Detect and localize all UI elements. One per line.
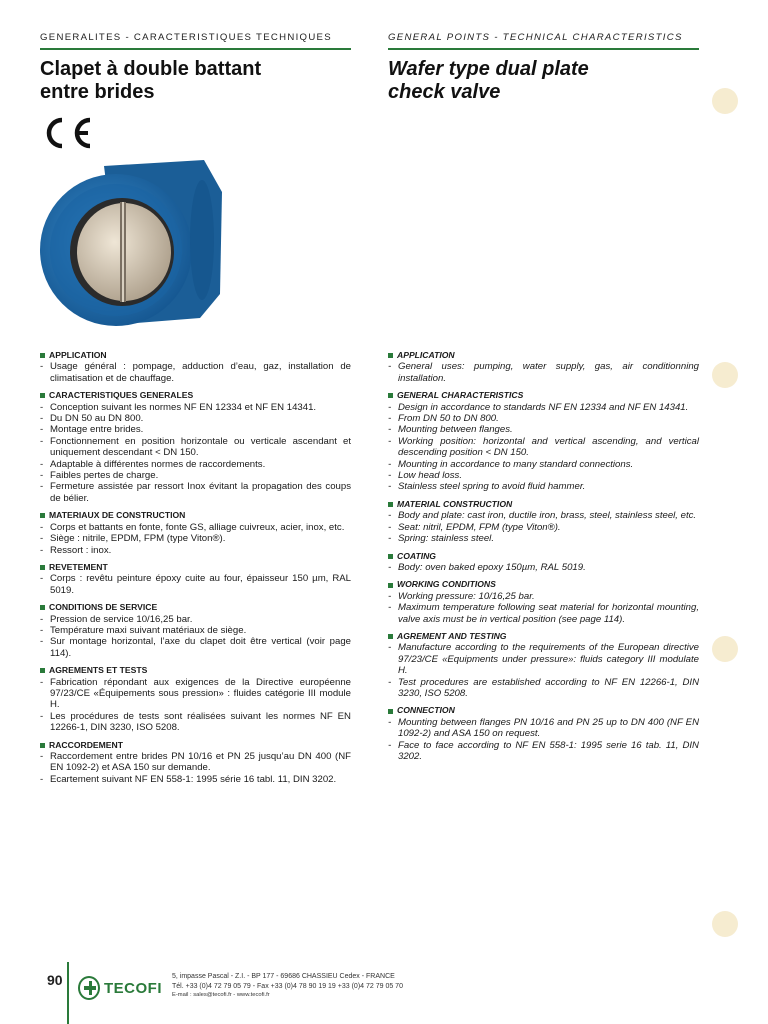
bullet-square-icon — [388, 554, 393, 559]
list-item-text: Faibles pertes de charge. — [50, 470, 159, 482]
list-dash: - — [40, 401, 44, 413]
section-heading — [40, 562, 351, 573]
list-item-text: Du DN 50 au DN 800. — [50, 413, 144, 425]
bullet-square-icon — [40, 668, 45, 673]
list-item — [388, 562, 699, 573]
list-dash: - — [40, 751, 44, 762]
list-dash: - — [40, 624, 44, 636]
list-item-text: Mounting between flanges PN 10/16 and PN 25 up to DN 400 (NF EN 1092-2) and ASA 150 on request. — [398, 716, 699, 740]
list-dash: - — [40, 676, 44, 688]
list-item — [40, 774, 351, 785]
list-item-text: Manufacture according to the requirements of the European directive 97/23/CE «Equipments under pressure»: fluids category III modulate H. — [398, 642, 699, 677]
list-dash: - — [388, 510, 392, 522]
list-item-text: Fermeture assistée par ressort Inox évitant la propagation des coups de bélier. — [50, 481, 351, 504]
section-heading-text: REVETEMENT — [49, 561, 108, 572]
title-en — [388, 58, 708, 104]
spec-section — [388, 579, 699, 625]
bullet-square-icon — [388, 709, 393, 714]
list-dash: - — [388, 481, 392, 493]
list-item — [388, 510, 699, 521]
list-dash: - — [388, 642, 392, 654]
list-item — [40, 459, 351, 470]
list-dash: - — [40, 458, 44, 470]
section-heading — [388, 631, 699, 642]
spec-section — [388, 631, 699, 699]
list-dash: - — [388, 521, 392, 533]
list-dash: - — [40, 636, 44, 648]
list-item — [388, 459, 699, 470]
title-en-line-2: check valve — [388, 81, 501, 103]
header-en: GENERAL POINTS - TECHNICAL CHARACTERISTICS — [388, 31, 699, 50]
list-dash: - — [40, 533, 44, 545]
spec-section — [40, 740, 351, 786]
spec-section — [388, 551, 699, 574]
list-item-text: Sur montage horizontal, l’axe du clapet doit être vertical (voir page 114). — [50, 636, 351, 659]
ce-mark-icon — [40, 114, 96, 152]
section-heading-text: APPLICATION — [49, 350, 107, 360]
section-heading — [40, 740, 351, 751]
section-heading-text: COATING — [397, 550, 436, 561]
tecofi-emblem-icon — [78, 976, 100, 1000]
spec-section — [40, 350, 351, 384]
list-dash: - — [40, 573, 44, 585]
bullet-square-icon — [388, 634, 393, 639]
margin-dot — [712, 88, 738, 114]
spec-section — [40, 562, 351, 596]
spec-section — [388, 350, 699, 384]
list-item — [388, 424, 699, 435]
list-item — [388, 533, 699, 544]
list-dash: - — [388, 458, 392, 470]
list-dash: - — [388, 424, 392, 436]
spec-section — [388, 390, 699, 493]
section-heading — [388, 579, 699, 590]
list-item — [388, 436, 699, 459]
list-dash: - — [388, 413, 392, 425]
list-item — [40, 413, 351, 424]
specs-en — [388, 350, 699, 768]
list-item — [388, 591, 699, 602]
list-dash: - — [40, 424, 44, 436]
list-dash: - — [388, 470, 392, 482]
list-dash: - — [40, 544, 44, 556]
phone-line: Tél. +33 (0)4 72 79 05 79 - Fax +33 (0)4 78 90 19 19 +33 (0)4 72 79 05 70 — [172, 982, 403, 990]
section-heading — [40, 602, 351, 613]
list-item-text: Ecartement suivant NF EN 558-1: 1995 série 16 tabl. 11, DIN 3202. — [50, 773, 337, 785]
list-item-text: Design in accordance to standards NF EN 12334 and NF EN 14341. — [398, 401, 689, 413]
list-item-text: Working pressure: 10/16,25 bar. — [398, 590, 535, 602]
list-item-text: Fabrication répondant aux exigences de la Directive européenne 97/23/CE «Équipements sous pression» : fluides catégorie III module H. — [50, 676, 351, 711]
web-line: E-mail : sales@tecofi.fr - www.tecofi.fr — [172, 992, 270, 999]
tecofi-logo — [78, 973, 162, 1003]
spec-section — [40, 510, 351, 556]
list-item-text: Montage entre brides. — [50, 424, 144, 436]
list-dash: - — [40, 613, 44, 625]
list-item — [40, 573, 351, 596]
list-item — [388, 522, 699, 533]
list-item — [40, 677, 351, 711]
list-dash: - — [388, 401, 392, 413]
section-heading-text: CARACTERISTIQUES GENERALES — [49, 390, 194, 401]
list-item — [40, 636, 351, 659]
list-dash: - — [40, 361, 44, 373]
list-item — [40, 361, 351, 384]
list-item — [40, 522, 351, 533]
list-item-text: Working position: horizontal and vertical ascending, and vertical descending position < DN 150. — [398, 435, 699, 459]
list-dash: - — [388, 676, 392, 688]
list-item — [40, 614, 351, 625]
list-dash: - — [40, 710, 44, 722]
title-fr-line-1: Clapet à double battant — [40, 58, 262, 80]
list-item — [40, 625, 351, 636]
list-item — [388, 717, 699, 740]
list-item-text: Les procédures de tests sont réalisées suivant les normes NF EN 12266-1, DIN 3230, ISO 5208. — [50, 710, 351, 734]
list-item-text: Spring: stainless steel. — [398, 533, 494, 545]
list-item — [40, 545, 351, 556]
footer-divider — [67, 962, 69, 1024]
list-dash: - — [388, 361, 392, 373]
list-item-text: Mounting between flanges. — [398, 424, 513, 436]
margin-dot — [712, 362, 738, 388]
bullet-square-icon — [40, 393, 45, 398]
bullet-square-icon — [388, 393, 393, 398]
list-dash: - — [40, 413, 44, 425]
title-en-line-1: Wafer type dual plate — [388, 58, 589, 80]
list-item — [388, 481, 699, 492]
bullet-square-icon — [40, 565, 45, 570]
page-number: 90 — [47, 972, 63, 988]
list-dash: - — [40, 481, 44, 493]
list-item-text: Adaptable à différentes normes de raccordements. — [50, 458, 266, 470]
list-item-text: Body and plate: cast iron, ductile iron, brass, steel, stainless steel, etc. — [398, 510, 697, 522]
section-heading — [40, 350, 351, 361]
list-item — [40, 424, 351, 435]
bullet-square-icon — [40, 353, 45, 358]
list-item — [40, 533, 351, 544]
list-item-text: Siège : nitrile, EPDM, FPM (type Viton®). — [50, 533, 226, 545]
margin-dot — [712, 636, 738, 662]
section-heading — [388, 551, 699, 562]
title-fr-line-2: entre brides — [40, 81, 155, 103]
list-item-text: Corps et battants en fonte, fonte GS, alliage cuivreux, acier, inox, etc. — [50, 521, 345, 533]
brand-name: TECOFI — [104, 979, 162, 997]
section-heading-text: APPLICATION — [397, 350, 455, 360]
section-heading-text: GENERAL CHARACTERISTICS — [397, 390, 524, 401]
bullet-square-icon — [388, 502, 393, 507]
section-heading — [388, 705, 699, 716]
section-heading-text: AGREMENTS ET TESTS — [49, 665, 148, 676]
list-item — [388, 602, 699, 625]
list-dash: - — [388, 602, 392, 614]
list-dash: - — [388, 435, 392, 447]
list-item-text: Test procedures are established according to NF EN 12266-1, DIN 3230, ISO 5208. — [398, 676, 699, 699]
list-item-text: From DN 50 to DN 800. — [398, 413, 499, 425]
list-item — [388, 470, 699, 481]
list-item — [388, 402, 699, 413]
list-item — [40, 436, 351, 459]
list-item-text: Fonctionnement en position horizontale ou verticale ascendant et uniquement descendant < DN 150. — [50, 435, 351, 459]
section-heading-text: MATERIAUX DE CONSTRUCTION — [49, 510, 186, 521]
list-dash: - — [388, 739, 392, 751]
list-dash: - — [388, 590, 392, 602]
list-item-text: Conception suivant les normes NF EN 12334 et NF EN 14341. — [50, 401, 317, 413]
section-heading — [40, 665, 351, 676]
address-line: 5, impasse Pascal - Z.I. - BP 177 - 69686 CHASSIEU Cedex - FRANCE — [172, 973, 395, 980]
list-item — [40, 711, 351, 734]
list-dash: - — [40, 435, 44, 447]
spec-section — [388, 705, 699, 762]
spec-section — [40, 602, 351, 659]
list-item — [40, 470, 351, 481]
list-item-text: Body: oven baked epoxy 150µm, RAL 5019. — [398, 561, 586, 573]
title-fr — [40, 58, 360, 104]
list-item-text: Température maxi suivant matériaux de siège. — [50, 624, 247, 636]
list-dash: - — [40, 521, 44, 533]
list-item-text: Maximum temperature following seat material for horizontal mounting, valve axis must be in vertical position (see page 114). — [398, 602, 699, 625]
spec-section — [388, 499, 699, 545]
bullet-square-icon — [40, 605, 45, 610]
section-heading-text: AGREMENT AND TESTING — [397, 630, 507, 641]
list-item-text: Raccordement entre brides PN 10/16 et PN 25 jusqu’au DN 400 (NF EN 1092-2) et ASA 150 sur demande. — [50, 751, 351, 774]
section-heading — [388, 499, 699, 510]
section-heading-text: CONDITIONS DE SERVICE — [49, 602, 158, 613]
list-item-text: Mounting in accordance to many standard connections. — [398, 458, 634, 470]
list-item-text: Corps : revêtu peinture époxy cuite au four, épaisseur 150 µm, RAL 5019. — [50, 573, 351, 596]
list-item — [388, 740, 699, 763]
bullet-square-icon — [40, 513, 45, 518]
list-item — [40, 481, 351, 504]
list-item-text: Stainless steel spring to avoid fluid hammer. — [398, 481, 586, 493]
list-item — [40, 751, 351, 774]
list-dash: - — [40, 773, 44, 785]
list-item-text: Seat: nitril, EPDM, FPM (type Viton®). — [398, 521, 561, 533]
section-heading — [40, 390, 351, 401]
list-dash: - — [40, 470, 44, 482]
list-dash: - — [388, 533, 392, 545]
bullet-square-icon — [40, 743, 45, 748]
specs-fr — [40, 350, 351, 791]
section-heading — [40, 510, 351, 521]
list-item-text: Pression de service 10/16,25 bar. — [50, 613, 193, 625]
list-item-text: Ressort : inox. — [50, 544, 112, 556]
section-heading-text: WORKING CONDITIONS — [397, 579, 496, 590]
list-item-text: Low head loss. — [398, 470, 462, 482]
header-fr: GENERALITES - CARACTERISTIQUES TECHNIQUES — [40, 31, 351, 50]
list-item-text: Face to face according to NF EN 558-1: 1995 serie 16 tab. 11, DIN 3202. — [398, 739, 699, 762]
list-item — [388, 361, 699, 384]
valve-product-image — [34, 152, 234, 330]
footer-address — [172, 972, 472, 1001]
bullet-square-icon — [388, 353, 393, 358]
list-item-text: General uses: pumping, water supply, gas, air conditionning installation. — [398, 361, 699, 384]
bullet-square-icon — [388, 583, 393, 588]
margin-dot — [712, 911, 738, 937]
list-item — [388, 413, 699, 424]
list-item — [388, 642, 699, 676]
spec-section — [40, 665, 351, 733]
section-heading-text: RACCORDEMENT — [49, 739, 123, 750]
section-heading-text: MATERIAL CONSTRUCTION — [397, 498, 513, 509]
list-item-text: Usage général : pompage, adduction d’eau, gaz, installation de climatisation et de chauffage. — [50, 361, 351, 384]
list-dash: - — [388, 716, 392, 728]
section-heading — [388, 390, 699, 401]
list-dash: - — [388, 561, 392, 573]
list-item — [388, 677, 699, 700]
section-heading — [388, 350, 699, 361]
list-item — [40, 402, 351, 413]
section-heading-text: CONNECTION — [397, 705, 455, 716]
spec-section — [40, 390, 351, 504]
